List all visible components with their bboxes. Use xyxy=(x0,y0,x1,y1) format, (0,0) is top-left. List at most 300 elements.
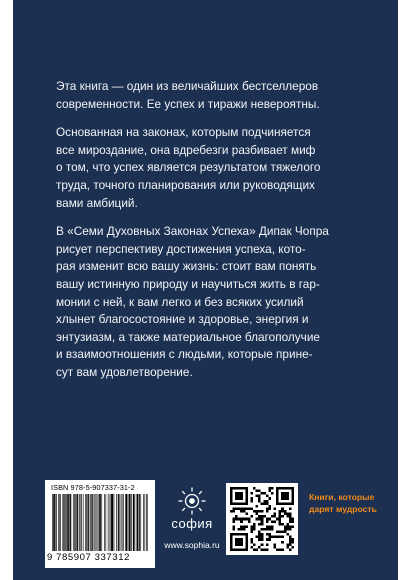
barcode-bar xyxy=(139,494,140,551)
qr-module xyxy=(289,543,292,546)
qr-module xyxy=(271,528,274,531)
qr-module xyxy=(268,518,271,521)
qr-module xyxy=(281,492,289,500)
barcode-bar xyxy=(99,494,100,551)
barcode-bar xyxy=(100,494,101,551)
qr-module xyxy=(289,520,292,523)
text-line: и взаимоотношения с людьми, которые прине- xyxy=(56,347,313,362)
text-line: вашу истинную природу и научиться жить в гар- xyxy=(56,276,320,291)
publisher-url: www.sophia.ru xyxy=(164,540,220,550)
barcode-bar xyxy=(99,494,100,551)
qr-module xyxy=(281,536,284,539)
qr-module xyxy=(291,538,294,541)
qr-module xyxy=(286,533,289,536)
qr-module xyxy=(284,510,287,513)
qr-module xyxy=(240,520,243,523)
qr-module xyxy=(281,515,284,518)
qr-module xyxy=(289,515,292,518)
qr-module xyxy=(250,528,253,531)
qr-module xyxy=(253,528,256,531)
qr-module xyxy=(271,525,274,528)
barcode-bar xyxy=(123,494,124,551)
publisher-slogan xyxy=(309,492,405,515)
barcode-bar xyxy=(143,494,144,551)
qr-module xyxy=(253,525,256,528)
qr-module xyxy=(258,536,261,539)
qr-module xyxy=(276,487,294,490)
barcode-bar xyxy=(101,494,102,551)
barcode-bar xyxy=(137,494,138,551)
qr-code-icon xyxy=(230,487,294,551)
qr-module xyxy=(266,495,269,498)
barcode-bar xyxy=(96,494,97,551)
qr-module xyxy=(271,536,274,539)
barcode-bar xyxy=(53,494,54,551)
qr-module xyxy=(233,520,236,523)
qr-module xyxy=(289,541,292,544)
qr-module xyxy=(263,500,266,503)
qr-module xyxy=(261,492,264,495)
qr-module xyxy=(291,525,294,528)
barcode-bar xyxy=(136,494,137,551)
qr-module xyxy=(279,523,282,526)
qr-module xyxy=(276,518,279,521)
qr-module xyxy=(245,518,248,521)
qr-module xyxy=(286,515,289,518)
qr-module xyxy=(266,525,269,528)
barcode-bar xyxy=(70,494,71,551)
paragraph-3 xyxy=(56,223,374,381)
barcode-bar xyxy=(81,494,82,551)
qr-module xyxy=(276,502,294,505)
text-line: вами амбиций. xyxy=(56,195,138,210)
qr-module xyxy=(291,520,294,523)
qr-module xyxy=(233,528,236,531)
text-line: о том, что успех является результатом тяжелого xyxy=(56,160,321,175)
qr-module xyxy=(263,492,266,495)
qr-module xyxy=(261,523,264,526)
qr-module xyxy=(286,525,289,528)
barcode-bar xyxy=(56,494,57,551)
qr-module xyxy=(233,507,236,510)
qr-module xyxy=(279,520,282,523)
qr-module xyxy=(230,548,248,551)
qr-module xyxy=(243,528,246,531)
barcode-bar xyxy=(145,494,146,551)
qr-module xyxy=(291,487,294,505)
qr-module xyxy=(268,507,271,510)
barcode-bar xyxy=(125,494,126,551)
barcode-bar xyxy=(97,494,98,551)
barcode-bar xyxy=(92,494,93,551)
barcode-bar xyxy=(108,494,109,551)
barcode-bar xyxy=(133,494,134,551)
qr-module xyxy=(258,518,261,521)
text-line: рисует перспективу достижения успеха, кото- xyxy=(56,241,306,256)
barcode-bar xyxy=(68,494,69,551)
qr-module xyxy=(258,515,261,518)
qr-module xyxy=(286,543,289,546)
qr-module xyxy=(261,510,264,513)
qr-module xyxy=(281,531,284,534)
qr-module xyxy=(238,507,241,510)
qr-module xyxy=(263,528,266,531)
qr-module xyxy=(291,518,294,521)
barcode-bars-icon xyxy=(52,494,148,551)
qr-module xyxy=(253,543,256,546)
qr-module xyxy=(235,492,243,500)
barcode-bar xyxy=(134,494,135,551)
text-line: хлынет благосостояние и здоровье, энергия и xyxy=(56,312,309,327)
qr-module xyxy=(256,490,259,493)
qr-module xyxy=(284,513,287,516)
qr-module xyxy=(266,548,269,551)
barcode-bar xyxy=(54,494,55,551)
qr-module xyxy=(258,497,261,500)
barcode-bar xyxy=(111,494,112,551)
barcode-bar xyxy=(71,494,72,551)
barcode-bar xyxy=(133,494,134,551)
text-line: все мироздание, она вдребезги разбивает миф xyxy=(56,142,316,157)
barcode-bar xyxy=(60,494,61,551)
qr-module xyxy=(266,538,269,541)
qr-module xyxy=(261,520,264,523)
qr-module xyxy=(235,538,243,546)
barcode-bar xyxy=(139,494,140,551)
qr-module xyxy=(240,528,243,531)
annotation-text xyxy=(56,78,374,393)
qr-module xyxy=(261,502,264,505)
barcode-bar xyxy=(131,494,132,551)
qr-module xyxy=(256,513,259,516)
qr-module xyxy=(243,525,246,528)
barcode-bar xyxy=(89,494,90,551)
barcode-bar xyxy=(81,494,82,551)
qr-module xyxy=(268,497,271,500)
qr-module xyxy=(238,528,241,531)
barcode-bar xyxy=(59,494,60,551)
qr-module xyxy=(245,507,248,510)
qr-module xyxy=(240,507,243,510)
slogan-line: Книги, которые xyxy=(309,492,375,502)
qr-module xyxy=(256,518,259,521)
qr-module xyxy=(233,510,236,513)
qr-module xyxy=(284,525,287,528)
barcode-bar xyxy=(147,494,148,551)
barcode-bar xyxy=(86,494,87,551)
qr-module xyxy=(281,541,284,544)
qr-module xyxy=(291,546,294,549)
qr-module xyxy=(266,502,269,505)
barcode-bar xyxy=(88,494,89,551)
barcode-bar xyxy=(104,494,105,551)
qr-module xyxy=(268,505,271,508)
qr-module xyxy=(261,548,264,551)
qr-module xyxy=(266,543,269,546)
qr-module xyxy=(266,518,269,521)
barcode-bar xyxy=(52,494,53,551)
barcode-bar xyxy=(75,494,76,551)
qr-module xyxy=(230,487,233,505)
qr-module xyxy=(248,507,251,510)
barcode-bar xyxy=(58,494,59,551)
isbn-barcode xyxy=(45,480,155,568)
text-line: В «Семи Духовных Законах Успеха» Дипак Чопра xyxy=(56,224,329,239)
qr-module xyxy=(274,515,277,518)
barcode-bar xyxy=(83,494,84,551)
text-line: сут вам удовлетворение. xyxy=(56,364,193,379)
qr-module xyxy=(245,513,248,516)
qr-module xyxy=(286,528,289,531)
qr-module xyxy=(289,518,292,521)
barcode-bar xyxy=(128,494,129,551)
qr-module xyxy=(261,518,264,521)
qr-module xyxy=(289,536,292,539)
qr-module xyxy=(250,492,253,495)
text-line: труда, точного планирования или руководящих xyxy=(56,177,315,192)
barcode-bar xyxy=(126,494,127,551)
barcode-bar xyxy=(130,494,131,551)
qr-module xyxy=(263,515,266,518)
qr-module xyxy=(245,487,248,505)
qr-module xyxy=(279,548,282,551)
qr-module xyxy=(289,525,292,528)
qr-module xyxy=(243,507,246,510)
barcode-bar xyxy=(65,494,66,551)
barcode-bar xyxy=(140,494,141,551)
barcode-bar xyxy=(67,494,68,551)
text-line: монии с ней, к вам легко и без всяких усилий xyxy=(56,294,304,309)
qr-module xyxy=(258,495,261,498)
qr-module xyxy=(250,497,253,500)
qr-module xyxy=(284,531,287,534)
qr-module xyxy=(235,507,238,510)
barcode-bar xyxy=(91,494,92,551)
qr-module xyxy=(279,515,282,518)
qr-module xyxy=(248,520,251,523)
qr-module xyxy=(263,502,266,505)
qr-module xyxy=(230,510,233,513)
barcode-bar xyxy=(85,494,86,551)
barcode-bar xyxy=(55,494,56,551)
qr-module xyxy=(266,507,269,510)
qr-module xyxy=(235,518,238,521)
qr-module xyxy=(250,515,253,518)
qr-module xyxy=(271,487,274,490)
barcode-digits: 9 785907 337312 xyxy=(47,552,130,563)
paragraph-1 xyxy=(56,78,374,113)
qr-module xyxy=(261,533,264,536)
qr-module xyxy=(279,513,282,516)
barcode-bar xyxy=(106,494,107,551)
barcode-bar xyxy=(69,494,70,551)
barcode-bar xyxy=(138,494,139,551)
barcode-bar xyxy=(113,494,114,551)
qr-module xyxy=(230,533,233,551)
qr-module xyxy=(268,525,271,528)
slogan-line: дарят мудрость xyxy=(309,503,377,514)
qr-module xyxy=(286,523,289,526)
qr-module xyxy=(245,525,248,528)
barcode-bar xyxy=(146,494,147,551)
qr-module xyxy=(256,548,259,551)
qr-module xyxy=(235,515,238,518)
barcode-bar xyxy=(68,494,69,551)
qr-module xyxy=(253,510,256,513)
barcode-bar xyxy=(77,494,78,551)
qr-module xyxy=(276,536,279,539)
qr-module xyxy=(253,523,256,526)
qr-module xyxy=(279,518,282,521)
qr-module xyxy=(258,500,261,503)
qr-module xyxy=(268,538,271,541)
qr-module xyxy=(253,487,256,490)
barcode-bar xyxy=(78,494,79,551)
qr-module xyxy=(279,510,282,513)
qr-module xyxy=(250,546,253,549)
qr-module xyxy=(243,518,246,521)
isbn-number: ISBN 978-5-907337-31-2 xyxy=(51,483,135,492)
text-line: современности. Ее успех и тиражи невероятны. xyxy=(56,96,320,111)
publisher-name: софия xyxy=(171,516,213,531)
barcode-bar xyxy=(76,494,77,551)
qr-module xyxy=(258,546,261,549)
barcode-bar xyxy=(111,494,112,551)
qr-module xyxy=(276,531,279,534)
qr-module xyxy=(230,502,248,505)
qr-module xyxy=(274,536,277,539)
qr-module xyxy=(266,510,269,513)
barcode-bar xyxy=(110,494,111,551)
barcode-bar xyxy=(64,494,65,551)
qr-module xyxy=(250,541,253,544)
qr-module xyxy=(274,543,277,546)
qr-module xyxy=(250,538,253,541)
qr-module xyxy=(261,528,264,531)
qr-module xyxy=(286,513,289,516)
text-line: Эта книга — один из величайших бестселлеров xyxy=(56,79,319,93)
qr-module xyxy=(266,520,269,523)
qr-module xyxy=(256,505,259,508)
qr-module xyxy=(268,487,271,490)
text-line: энтузиазм, а также материальное благополучие xyxy=(56,329,320,344)
qr-module xyxy=(233,518,236,521)
qr-module xyxy=(266,528,269,531)
qr-module xyxy=(268,490,271,493)
book-back-cover xyxy=(13,0,398,580)
qr-module xyxy=(243,510,246,513)
qr-module xyxy=(266,533,269,536)
barcode-bar xyxy=(118,494,119,551)
qr-module xyxy=(250,525,253,528)
qr-module xyxy=(240,525,243,528)
qr-module xyxy=(233,525,236,528)
barcode-bar xyxy=(100,494,101,551)
qr-module xyxy=(258,538,261,541)
qr-module xyxy=(268,533,271,536)
qr-module xyxy=(240,518,243,521)
barcode-bar xyxy=(122,494,123,551)
barcode-bar xyxy=(74,494,75,551)
qr-module xyxy=(289,528,292,531)
qr-module xyxy=(289,513,292,516)
qr-module xyxy=(258,531,261,534)
qr-module xyxy=(274,546,277,549)
qr-module xyxy=(238,518,241,521)
qr-module xyxy=(268,528,271,531)
qr-module xyxy=(261,538,264,541)
qr-module xyxy=(256,536,259,539)
qr-module xyxy=(281,507,284,510)
barcode-bar xyxy=(94,494,95,551)
qr-module xyxy=(258,490,261,493)
qr-module xyxy=(276,548,279,551)
qr-module xyxy=(274,513,277,516)
publisher-block xyxy=(158,484,226,566)
qr-code xyxy=(226,483,298,555)
qr-module xyxy=(258,523,261,526)
qr-module xyxy=(279,536,282,539)
barcode-bar xyxy=(73,494,74,551)
qr-module xyxy=(279,531,282,534)
qr-module xyxy=(284,528,287,531)
barcode-bar xyxy=(93,494,94,551)
qr-module xyxy=(256,495,259,498)
barcode-bar xyxy=(87,494,88,551)
qr-module xyxy=(271,515,274,518)
qr-module xyxy=(250,531,253,534)
qr-module xyxy=(281,510,284,513)
qr-module xyxy=(281,523,284,526)
qr-module xyxy=(256,510,259,513)
barcode-bar xyxy=(114,494,115,551)
qr-module xyxy=(289,538,292,541)
qr-module xyxy=(274,520,277,523)
barcode-bar xyxy=(121,494,122,551)
qr-module xyxy=(291,541,294,544)
barcode-bar xyxy=(119,494,120,551)
barcode-bar xyxy=(66,494,67,551)
barcode-bar xyxy=(62,494,63,551)
barcode-bar xyxy=(129,494,130,551)
barcode-bar xyxy=(116,494,117,551)
text-line: Основанная на законах, которым подчиняется xyxy=(56,125,311,140)
barcode-bar xyxy=(54,494,55,551)
qr-module xyxy=(274,507,277,510)
barcode-bar xyxy=(90,494,91,551)
barcode-bar xyxy=(63,494,64,551)
qr-module xyxy=(276,487,279,505)
qr-module xyxy=(240,510,243,513)
qr-module xyxy=(245,533,248,551)
paragraph-2 xyxy=(56,124,374,212)
qr-module xyxy=(250,507,253,510)
qr-module xyxy=(248,518,251,521)
qr-module xyxy=(261,543,264,546)
qr-module xyxy=(289,507,292,510)
qr-module xyxy=(258,533,261,536)
qr-module xyxy=(263,548,266,551)
qr-module xyxy=(253,548,256,551)
barcode-bar xyxy=(79,494,80,551)
qr-module xyxy=(266,500,269,503)
qr-module xyxy=(281,548,284,551)
barcode-bar xyxy=(112,494,113,551)
barcode-bar xyxy=(129,494,130,551)
text-line: рая изменит всю вашу жизнь: стоит вам понять xyxy=(56,259,317,274)
qr-module xyxy=(258,510,261,513)
qr-module xyxy=(250,500,253,503)
